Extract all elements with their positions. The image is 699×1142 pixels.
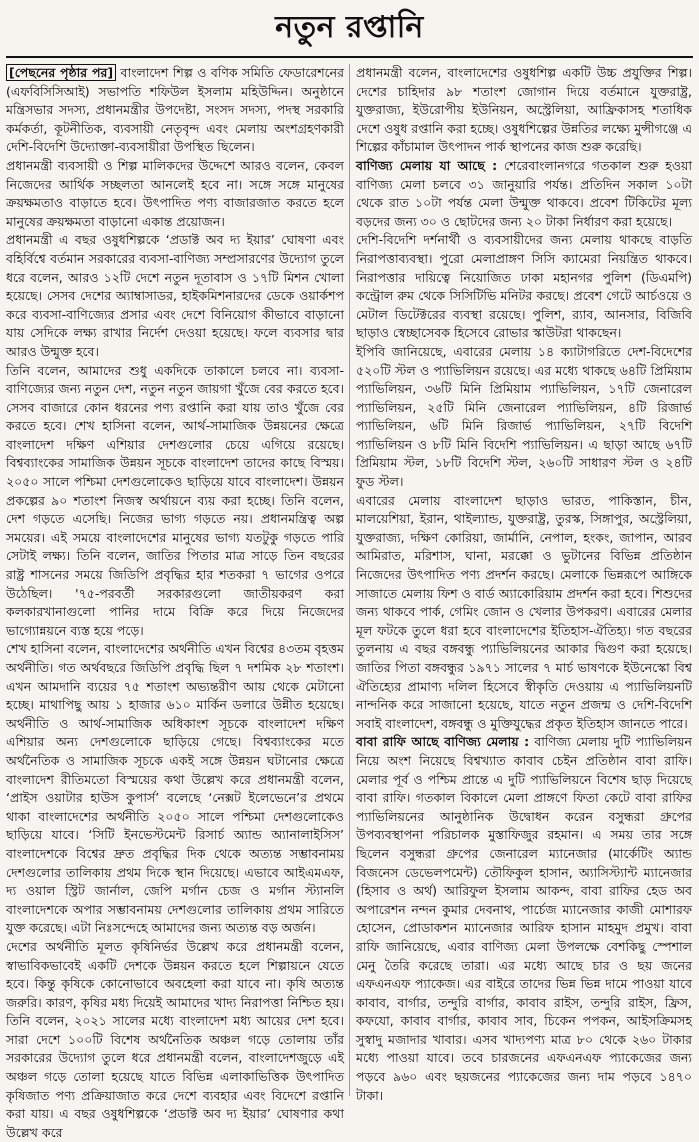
article-paragraph: দেশের অর্থনীতি মূলত কৃষিনির্ভর উল্লেখ করে প্রধানমন্ত্রী বলেন, স্বাভাবিকভাবেই একটি দেশকে উন্নয়ন করতে হলে শিল্পায়নে যেতে হবে। কিন্তু কৃষিকে কোনোভাবে অবহেলা করা যাবে না। কৃষি অত্যন্ত জরুরি। কারণ, কৃষির মধ্য দিয়েই আমাদের খাদ্য নিরাপত্তা নিশ্চিত হয়। তিনি বলেন, ২০২১ সালের মধ্যে বাংলাদেশ মধ্য আয়ের দেশ হবে। সারা দেশে ১০০টি বিশেষ অর্থনৈতিক অঞ্চল গড়ে তোলায় তাঁর সরকারের উদ্যোগ তুলে ধরে প্রধানমন্ত্রী বলেন, বাংলাদেশজুড়ে এই অঞ্চল গড়ে তোলা হয়েছে যাতে বিভিন্ন এলাকাভিত্তিক উৎপাদিত কৃষিজাত পণ্য প্রক্রিয়াজাত করে দেশে ব্যবহার এবং বিদেশে রপ্তানি করা যায়। এ বছর ওষুধশিল্পকে ‘প্রডাক্ট অব দ্য ইয়ার’ ঘোষণার কথা উল্লেখ করে <box>6 938 344 1140</box>
left-column <box>6 64 344 1140</box>
article-paragraph: প্রধানমন্ত্রী এ বছর ওষুধশিল্পকে ‘প্রডাক্ট অব দ্য ইয়ার’ ঘোষণা এবং বহির্বিশ্বে বর্তমান সরকারের ব্যবসা-বাণিজ্য সম্প্রসারণের উদ্যোগ তুলে ধরে বলেন, আরও ১২টি দেশে নতুন দূতাবাস ও ১৭টি মিশন খোলা হয়েছে। সেসব দেশের অ্যাম্বাসাডর, হাইকমিশনারদের ডেকে ওয়ার্কশপ করে ব্যবসা-বাণিজ্যের প্রসার এবং দেশে বিনিয়োগ কীভাবে বাড়ানো যায় সেদিকে লক্ষ্য রাখার নির্দেশ দেওয়া হয়েছে। ফলে ব্যবসার দ্বার আরও উন্মুক্ত হবে। <box>6 232 344 359</box>
article-paragraph: শেখ হাসিনা বলেন, বাংলাদেশের অর্থনীতি এখন বিশ্বের ৪৩তম বৃহত্তম অর্থনীতি। গত অর্থবছরে জিডিপি প্রবৃদ্ধি ছিল ৭ দশমিক ২৮ শতাংশ। এখন আমদানি ব্যয়ের ৭৫ শতাংশ অভ্যন্তরীণ আয় থেকে মেটানো হচ্ছে। মাথাপিছু আয় ১ হাজার ৬১০ মার্কিন ডলারে উন্নীত হয়েছে। অর্থনীতি ও আর্থ-সামাজিক অধিকাংশ সূচকে বাংলাদেশ দক্ষিণ এশিয়ার অন্য দেশগুলোকে ছাড়িয়ে গেছে। বিশ্বব্যাংকের মতে অর্থনৈতিক ও সামাজিক সূচকে একই সঙ্গে উন্নয়ন ঘটানোর ক্ষেত্রে বাংলাদেশ রীতিমতো বিস্ময়ের কথা উল্লেখ করে প্রধানমন্ত্রী বলেন, ‘প্রাইস ওয়াটার হাউস কুপার্স’ বলেছে ‘নেক্সট ইলেভেনে’র প্রথমে থাকা বাংলাদেশের অর্থনীতি ২০৫০ সালে পশ্চিমা দেশগুলোকেও ছাড়িয়ে যাবে। ‘সিটি ইনভেস্টমেন্ট রিসার্চ অ্যান্ড অ্যানালাইসিস’ বাংলাদেশকে বিশ্বের দ্রুত প্রবৃদ্ধির দিক থেকে অত্যন্ত সম্ভাবনাময় দেশগুলোর তালিকায় প্রথম দিকে স্থান দিয়েছে। এভাবে আইএমএফ, দ্য ওয়াল স্ট্রিট জার্নাল, জেপি মর্গান চেজ ও মর্গান স্ট্যানলি বাংলাদেশকে অপার সম্ভাবনাময় দেশগুলোর তালিকায় প্রথম সারিতে যুক্ত করেছে। এটা নিঃসন্দেহে আমাদের জন্য অত্যন্ত বড় অর্জন। <box>6 641 344 936</box>
right-column <box>356 64 693 1103</box>
paragraph-text: প্রধানমন্ত্রী বলেন, বাংলাদেশের ওষুধশিল্প একটি উচ্চ প্রযুক্তির শিল্প। দেশের চাহিদার ৯৮ শতাংশ জোগান দিয়ে বর্তমানে যুক্তরাষ্ট্র, যুক্তরাজ্য, ইউরোপীয় ইউনিয়ন, অস্ট্রেলিয়া, আফ্রিকাসহ শতাধিক দেশে ওষুধ রপ্তানি করা হচ্ছে। ওষুধশিল্পের উন্নতির লক্ষ্যে মুন্সীগঞ্জে এ শিল্পের কাঁচামাল উৎপাদন পার্ক স্থাপনের কাজ শুরু করেছি। <box>356 65 692 155</box>
article-paragraph <box>356 157 692 231</box>
article-paragraph <box>356 231 692 343</box>
column-divider <box>349 64 350 1096</box>
paragraph-text: এবারের মেলায় বাংলাদেশ ছাড়াও ভারত, পাকিস্তান, চীন, মালয়েশিয়া, ইরান, থাইল্যান্ড, যুক্তরাষ্ট্র, তুরস্ক, সিঙ্গাপুর, অস্ট্রেলিয়া, যুক্তরাজ্য, দক্ষিণ কোরিয়া, জার্মানি, নেপাল, হংকং, জাপান, আরব আমিরাত, মরিশাস, ঘানা, মরক্কো ও ভুটানের বিভিন্ন প্রতিষ্ঠান নিজেদের উৎপাদিত পণ্য প্রদর্শন করছে। মেলাকে ভিন্নরূপে আঙ্গিকে সাজাতে মেলায় ফিশ ও বার্ড অ্যাকোরিয়াম প্রদর্শন করা হবে। শিশুদের জন্য থাকবে পার্ক, গেমিং জোন ও খেলার উপকরণ। এবারের মেলার মূল ফটকে তুলে ধরা হবে বাংলাদেশের ইতিহাস-ঐতিহ্য। গত বছরের তুলনায় এ বছর বঙ্গবন্ধু প্যাভিলিয়নের আকার দ্বিগুণ করা হয়েছে। জাতির পিতা বঙ্গবন্ধুর ১৯৭১ সালের ৭ মার্চ ভাষণকে ইউনেস্কো বিশ্ব ঐতিহ্যের প্রামাণ্য দলিল হিসেবে স্বীকৃতি দেওয়ায় এ প্যাভিলিয়নটি নান্দনিক করে সাজানো হয়েছে, যাতে নতুন প্রজন্ম ও দেশি-বিদেশি সবাই বাংলাদেশ, বঙ্গবন্ধু ও মুক্তিযুদ্ধের প্রকৃত ইতিহাস জানতে পারে। <box>356 492 692 731</box>
article-paragraph <box>356 733 692 1105</box>
article-paragraph <box>356 64 692 157</box>
paragraph-text: শেরেবাংলানগরে গতকাল শুরু হওয়া বাণিজ্য মেলা চলবে ৩১ জানুয়ারি পর্যন্ত। প্রতিদিন সকাল ১০টা থেকে রাত ১০টা পর্যন্ত মেলা উন্মুক্ত থাকবে। প্রবেশ টিকিটের মূল্য বড়দের জন্য ৩০ ও ছোটদের জন্য ২০ টাকা নির্ধারণ করা হয়েছে। <box>356 157 693 229</box>
paragraph-text: বাংলাদেশ শিল্প ও বণিক সমিতি ফেডারেশনের (এফবিসিসিআই) সভাপতি শফিউল ইসলাম মহিউদ্দিন। অনুষ্ঠানে মন্ত্রিসভার সদস্য, প্রধানমন্ত্রীর উপদেষ্টা, সংসদ সদস্য, পদস্থ সরকারি কর্মকর্তা, কূটনীতিক, ব্যবসায়ী নেতৃবৃন্দ এবং মেলায় অংশগ্রহণকারী দেশি-বিদেশি উদ্যোক্তা-ব্যবসায়ীরা উপস্থিত ছিলেন। <box>6 65 344 155</box>
headline-rule <box>6 56 693 58</box>
paragraph-text: বাণিজ্য মেলায় দুটি প্যাভিলিয়ন নিয়ে অংশ নিয়েছে বিশ্বখ্যাত কাবাব চেইন প্রতিষ্ঠান বাবা রাফি। মেলার পূর্ব ও পশ্চিম প্রান্তে এ দুটি প্যাভিলিয়নে বিশেষ ছাড় দিয়েছে বাবা রাফি। গতকাল বিকালে মেলা প্রাঙ্গণে ফিতা কেটে বাবা রাফির প্যাভিলিয়নের আনুষ্ঠানিক উদ্বোধন করেন বসুন্ধরা গ্রুপের উপব্যবস্থাপনা পরিচালক মুস্তাফিজুর রহমান। এ সময় তার সঙ্গে ছিলেন বসুন্ধরা গ্রুপের জেনারেল ম্যানেজার (মার্কেটিং অ্যান্ড বিজনেস ডেভেলপমেন্ট) তৌফিকুল হাসান, অ্যাসিস্ট্যান্ট ম্যানেজার (হিসাব ও অর্থ) আরিফুল ইসলাম আকন্দ, বাবা রাফির হেড অব অপারেশন নন্দন কুমার দেবনাথ, পার্চেজ ম্যানেজার কাজী মোশারফ হোসেন, প্রোডাকশন ম্যানেজার আরিফ হাসান মাহমুদ প্রমুখ। বাবা রাফি জানিয়েছে, এবার বাণিজ্য মেলা উপলক্ষে বেশকিছু স্পেশাল মেনু তৈরি করেছে তারা। এর মধ্যে আছে চার ও ছয় জনের এফএনএফ প্যাকেজ। এর বাইরে তাদের ভিন্ন ভিন্ন দামে পাওয়া যাবে কাবাব, বার্গার, তন্দুরি বার্গার, কাবাব রাইস, তন্দুরি রাইস, ফ্রিস, কফযো, কাবাব বার্গার, কাবাব সাব, চিকেন পপকন, আইসক্রিমসহ সুস্বাদু মজাদার খাবার। এসব খাদ্যপণ্য মাত্র ৮০ থেকে ২৬০ টাকার মধ্যে পাওয়া যাবে। তবে চারজনের এফএনএফ প্যাকেজের জন্য পড়বে ৯৬০ এবং ছয়জনের প্যাকেজের জন্য দাম পড়বে ১৪৭০ টাকা। <box>356 734 693 1103</box>
paragraph-text: দেশি-বিদেশি দর্শনার্থী ও ব্যবসায়ীদের জন্য মেলায় থাকছে বাড়তি নিরাপত্তাব্যবস্থা। পুরো মেলাপ্রাঙ্গণ সিসি ক্যামেরা নিয়ন্ত্রিত থাকবে। নিরাপত্তার দায়িত্বে নিয়োজিত ঢাকা মহানগর পুলিশ (ডিএমপি) কন্ট্রোল রুম থেকে সিসিটিভি মনিটর করছে। প্রবেশ গেটে আর্চওয়ে ও মেটাল ডিটেক্টরের ব্যবস্থা রয়েছে। পুলিশ, র‍্যাব, আনসার, বিজিবি ছাড়াও স্বেচ্ছাসেবক হিসেবে রোভার স্কাউটরা থাকছেন। <box>356 232 692 341</box>
article-paragraph <box>6 64 344 157</box>
subheading: বাবা রাফি আছে বাণিজ্য মেলায় : <box>356 734 530 750</box>
article-paragraph <box>356 343 692 492</box>
paragraph-text: ইপিবি জানিয়েছে, এবারের মেলায় ১৪ ক্যাটাগরিতে দেশ-বিদেশের ৫২০টি স্টল ও প্যাভিলিয়ন রয়েছে। এর মধ্যে থাকছে ৬৪টি প্রিমিয়াম প্যাভিলিয়ন, ৩৬টি মিনি প্রিমিয়াম প্যাভিলিয়ন, ১৭টি জেনারেল প্যাভিলিয়ন, ২৫টি মিনি জেনারেল প্যাভিলিয়ন, ৪টি রিজার্ভ প্যাভিলিয়ন, ৬টি মিনি রিজার্ভ প্যাভিলিয়ন, ২৭টি বিদেশি প্যাভিলিয়ন ও ৮টি মিনি বিদেশি প্যাভিলিয়ন। এ ছাড়া আছে ৬৭টি প্রিমিয়াম স্টল, ১৮টি বিদেশি স্টল, ২৬০টি সাধারণ স্টল ও ২৪টি ফুড স্টল। <box>356 343 692 490</box>
jump-line: [পেছনের পৃষ্ঠার পর] <box>6 64 116 81</box>
article-paragraph: তিনি বলেন, আমাদের শুধু একদিকে তাকালে চলবে না। ব্যবসা-বাণিজ্যের জন্য নতুন দেশ, নতুন নতুন জায়গা খুঁজে বের করতে হবে। সেসব বাজারে কোন ধরনের পণ্য রপ্তানি করা যায় তাও খুঁজে বের করতে হবে। শেখ হাসিনা বলেন, আর্থ-সামাজিক উন্নয়নের ক্ষেত্রে বাংলাদেশ দক্ষিণ এশিয়ার দেশগুলোর চেয়ে এগিয়ে রয়েছে। বিশ্বব্যাংকের সামাজিক উন্নয়ন সূচকে বাংলাদেশ তাদের কাছে বিস্ময়। ২০৫০ সালে পশ্চিমা দেশগুলোকেও ছাড়িয়ে যাবে বাংলাদেশ। উন্নয়ন প্রকল্পের ৯০ শতাংশ নিজস্ব অর্থায়নে ব্যয় করা হচ্ছে। তিনি বলেন, দেশ গড়তে এসেছি। নিজের ভাগ্য গড়তে নয়। প্রধানমন্ত্রিত্ব অল্প সময়ের। এই সময়ে বাংলাদেশের মানুষের ভাগ্য যতটুকু গড়তে পারি সেটাই লক্ষ্য। তিনি বলেন, জাতির পিতার মাত্র সাড়ে তিন বছরের রাষ্ট্র শাসনের সময়ে জিডিপি প্রবৃদ্ধির হার শতকরা ৭ ভাগের ওপরে উঠেছিল। '৭৫-পরবর্তী সরকারগুলো জাতীয়করণ করা কলকারখানাগুলো পানির দামে বিক্রি করে দিয়ে নিজেদের ভাগ্যোন্নয়নে ব্যস্ত হয়ে পড়ে। <box>6 362 344 638</box>
article-paragraph <box>356 492 692 734</box>
subheading: বাণিজ্য মেলায় যা আছে : <box>356 157 498 173</box>
article-paragraph: প্রধানমন্ত্রী ব্যবসায়ী ও শিল্প মালিকদের উদ্দেশে আরও বলেন, কেবল নিজেদের আর্থিক সচ্ছলতা আনলেই হবে না। সঙ্গে সঙ্গে মানুষের ক্রয়ক্ষমতাও বাড়াতে হবে। উৎপাদিত পণ্য বাজারজাত করতে হলে মানুষের ক্রয়ক্ষমতা বাড়ানো একান্ত প্রয়োজন। <box>6 157 344 229</box>
article-headline: নতুন রপ্তানি <box>275 10 424 45</box>
